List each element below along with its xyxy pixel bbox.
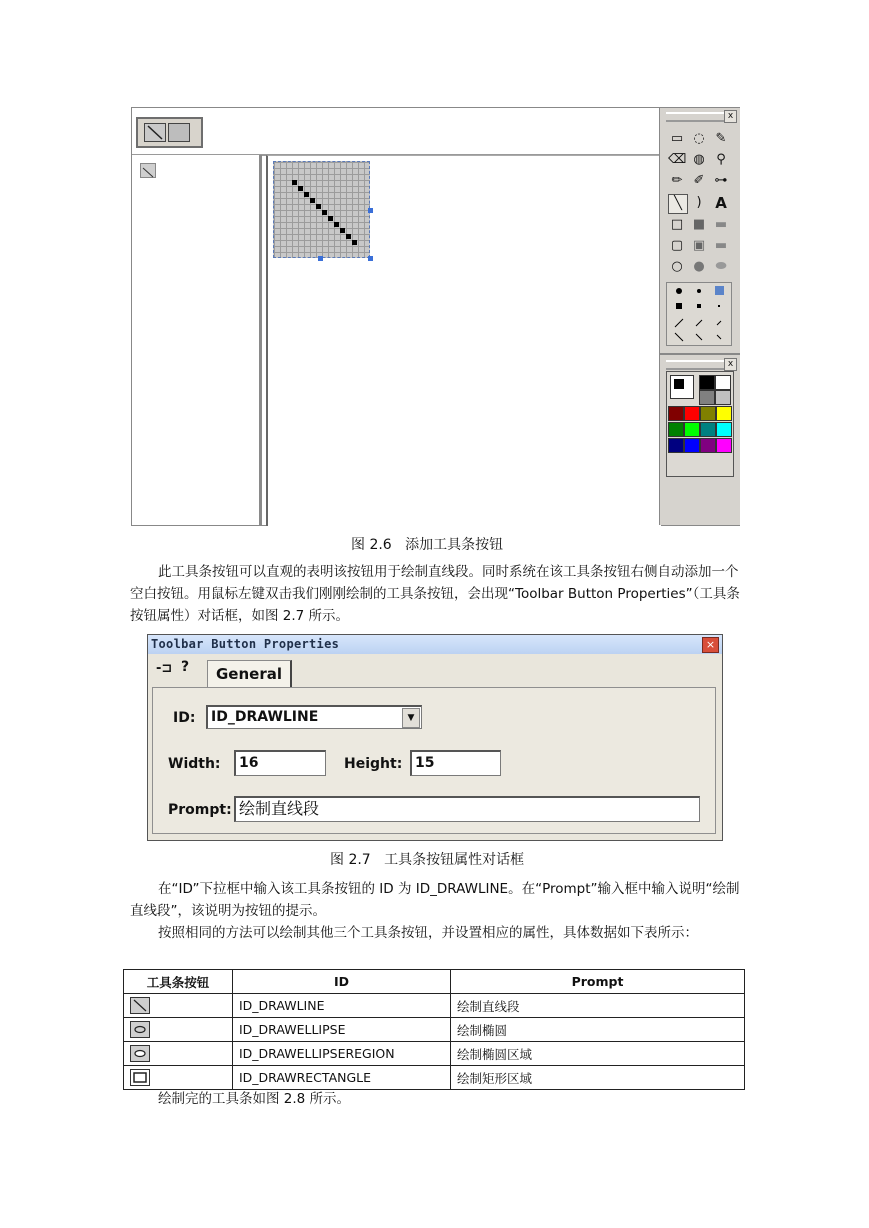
palette-grip[interactable] [666, 112, 724, 122]
rectangle-icon [130, 1069, 150, 1086]
table-row [124, 994, 745, 1018]
current-colors[interactable] [670, 375, 694, 399]
id-value: ID_DRAWLINE [211, 709, 319, 725]
paragraph-3: 按照相同的方法可以绘制其他三个工具条按钮，并设置相应的属性，具体数据如下表所示： [158, 925, 698, 941]
filled-rectangle-icon[interactable]: ■ [692, 217, 706, 232]
ellipse-icon [130, 1021, 150, 1038]
rounded-rect-icon[interactable]: ▢ [670, 238, 684, 253]
id-cell: ID_DRAWELLIPSE [233, 1018, 451, 1042]
ellipse-icon[interactable]: ○ [671, 259, 683, 274]
toolbar-editor-figure [131, 107, 740, 526]
column-header: 工具条按钮 [124, 970, 233, 994]
paragraph-2: 在“ID”下拉框中输入该工具条按钮的 ID 为 ID_DRAWLINE。在“Prompt”输入框中输入说明“绘制直线段”，该说明为按钮的提示。 [130, 881, 740, 919]
resize-handle[interactable] [318, 256, 323, 261]
line-icon [145, 124, 165, 141]
height-input[interactable]: 15 [410, 750, 501, 776]
toolbar-button-blank[interactable] [168, 123, 190, 142]
color-swatch[interactable] [716, 406, 732, 421]
id-label: ID: [173, 710, 196, 726]
color-swatch[interactable] [684, 438, 700, 453]
graphics-palette [659, 108, 740, 525]
line-icon [141, 166, 155, 179]
line-icon [130, 997, 150, 1014]
prompt-input[interactable]: 绘制直线段 [234, 796, 700, 822]
brush-icon[interactable]: ✐ [693, 173, 705, 188]
palette-close-button[interactable]: x [724, 110, 737, 123]
width-label: Width: [168, 756, 221, 772]
close-icon[interactable]: × [702, 637, 719, 653]
paragraph-1: 此工具条按钮可以直观的表明该按钮用于绘制直线段。同时系统在该工具条按钮右侧自动添加一个空白按钮。用鼠标左键双击我们刚刚绘制的工具条按钮，会出现“Toolbar Button Properties”（工具条按钮属性）对话框，如图 2.7 所示。 [130, 564, 740, 624]
button-icon-cell [124, 1066, 233, 1090]
line-tool-icon[interactable]: ╲ [668, 194, 688, 214]
color-swatch[interactable] [699, 390, 715, 405]
solid-rounded-rect-icon[interactable]: ▬ [714, 238, 728, 253]
paragraph-4: 绘制完的工具条如图 2.8 所示。 [158, 1091, 351, 1107]
width-input[interactable]: 16 [234, 750, 326, 776]
color-palette [666, 371, 734, 477]
color-swatch[interactable] [715, 375, 731, 390]
height-label: Height: [344, 756, 403, 772]
color-swatch[interactable] [668, 438, 684, 453]
airbrush-icon[interactable]: ⊶ [714, 173, 728, 188]
pixel-editor[interactable] [266, 155, 661, 526]
column-header: ID [233, 970, 451, 994]
solid-rectangle-icon[interactable]: ▬ [714, 217, 728, 232]
toolbar-buttons-table [123, 969, 745, 1090]
color-swatch[interactable] [668, 406, 684, 421]
ellipse-region-icon [130, 1045, 150, 1062]
general-tab-panel [152, 687, 716, 834]
table-row [124, 1066, 745, 1090]
figure-2-6-caption [351, 534, 503, 554]
toolbar-button-list [132, 155, 262, 525]
colors-close-button[interactable]: x [724, 358, 737, 371]
table-row [124, 1042, 745, 1066]
chevron-down-icon[interactable]: ▼ [402, 708, 420, 728]
color-swatch[interactable] [700, 422, 716, 437]
toolbar-preview [136, 117, 203, 148]
fill-icon[interactable]: ◍ [693, 152, 705, 167]
curve-icon[interactable]: ) [696, 195, 702, 210]
color-swatch[interactable] [716, 438, 732, 453]
toolbar-button-line[interactable] [144, 123, 166, 142]
dialog-titlebar[interactable] [148, 635, 722, 654]
toolbar-button-properties-dialog [147, 634, 723, 841]
table-row [124, 1018, 745, 1042]
resize-handle[interactable] [368, 208, 373, 213]
brush-options[interactable] [666, 282, 732, 346]
pixel-grid[interactable] [273, 161, 370, 258]
solid-ellipse-icon[interactable]: ⬬ [715, 259, 727, 274]
brush-shapes-icon [667, 283, 731, 345]
button-icon-cell [124, 1018, 233, 1042]
dialog-title: Toolbar Button Properties [151, 637, 340, 651]
caption-text: 工具条按钮属性对话框 [384, 852, 525, 868]
color-swatch[interactable] [684, 406, 700, 421]
lasso-select-icon[interactable]: ◌ [693, 131, 705, 146]
button-icon-cell [124, 994, 233, 1018]
toolbar-button-thumbnail[interactable] [140, 163, 156, 178]
id-cell: ID_DRAWLINE [233, 994, 451, 1018]
drawn-line-pixels [274, 162, 369, 257]
foreground-color [673, 378, 685, 390]
prompt-label: Prompt: [168, 802, 232, 818]
pencil-icon[interactable]: ✏ [671, 173, 683, 188]
column-header: Prompt [451, 970, 745, 994]
caption-text: 添加工具条按钮 [405, 537, 504, 553]
id-combobox[interactable] [206, 705, 422, 729]
color-swatch[interactable] [699, 375, 715, 390]
text-tool-icon[interactable]: A [715, 194, 727, 212]
rectangle-icon[interactable]: □ [670, 217, 684, 232]
help-icon[interactable]: ? [181, 659, 190, 675]
magnifier-icon[interactable]: ⚲ [716, 152, 726, 167]
color-swatch[interactable] [700, 438, 716, 453]
color-swatch[interactable] [684, 422, 700, 437]
table-header-row [124, 970, 745, 994]
pin-icon[interactable]: -⊐ [156, 661, 173, 676]
tab-general[interactable]: General [207, 660, 292, 689]
prompt-cell: 绘制直线段 [451, 994, 745, 1018]
color-picker-icon[interactable]: ✎ [715, 131, 727, 146]
filled-ellipse-icon[interactable]: ● [693, 259, 705, 274]
resize-handle[interactable] [368, 256, 373, 261]
prompt-cell: 绘制椭圆区域 [451, 1042, 745, 1066]
prompt-cell: 绘制椭圆 [451, 1018, 745, 1042]
filled-rounded-rect-icon[interactable]: ▣ [692, 238, 706, 253]
prompt-cell: 绘制矩形区域 [451, 1066, 745, 1090]
figure-2-7-caption [330, 849, 524, 869]
colors-grip[interactable] [666, 360, 724, 370]
color-swatch[interactable] [716, 422, 732, 437]
id-cell: ID_DRAWELLIPSEREGION [233, 1042, 451, 1066]
caption-number: 图 2.6 [351, 537, 392, 553]
caption-number: 图 2.7 [330, 852, 371, 868]
color-swatch[interactable] [668, 422, 684, 437]
palette-divider [660, 353, 740, 355]
button-icon-cell [124, 1042, 233, 1066]
rect-select-icon[interactable]: ▭ [670, 131, 684, 146]
color-swatch[interactable] [700, 406, 716, 421]
toolbar-preview-strip [132, 108, 659, 156]
id-cell: ID_DRAWRECTANGLE [233, 1066, 451, 1090]
eraser-icon[interactable]: ⌫ [668, 152, 687, 167]
color-swatch[interactable] [715, 390, 731, 405]
